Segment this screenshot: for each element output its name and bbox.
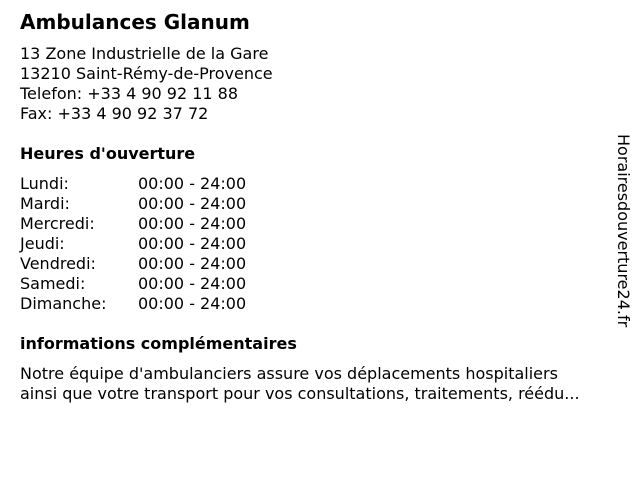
site-watermark: Horairesdouverture24.fr (614, 134, 633, 328)
day-label: Mercredi: (20, 214, 95, 233)
time-range: 00:00 - 24:00 (138, 234, 247, 253)
hours-row-saturday (20, 274, 246, 294)
hours-row-wednesday (20, 214, 246, 234)
time-range: 00:00 - 24:00 (138, 254, 247, 273)
info-line-1: Notre équipe d'ambulanciers assure vos déplacements hospitaliers (20, 364, 558, 383)
hours-row-sunday (20, 294, 246, 314)
hours-row-friday (20, 254, 246, 274)
additional-info-text (20, 364, 580, 404)
hours-row-thursday (20, 234, 246, 254)
day-label: Lundi: (20, 174, 69, 193)
time-range: 00:00 - 24:00 (138, 174, 247, 193)
hours-row-monday (20, 174, 246, 194)
business-name: Ambulances Glanum (20, 10, 250, 34)
info-line-2: ainsi que votre transport pour vos consultations, traitements, réédu... (20, 384, 580, 403)
time-range: 00:00 - 24:00 (138, 214, 247, 233)
day-label: Jeudi: (20, 234, 65, 253)
time-range: 00:00 - 24:00 (138, 294, 247, 313)
address-block (20, 44, 273, 124)
fax-number: Fax: +33 4 90 92 37 72 (20, 104, 209, 123)
opening-hours-table (20, 174, 246, 314)
address-street: 13 Zone Industrielle de la Gare (20, 44, 269, 63)
hours-row-tuesday (20, 194, 246, 214)
day-label: Samedi: (20, 274, 86, 293)
phone-number: Telefon: +33 4 90 92 11 88 (20, 84, 239, 103)
additional-info-heading: informations complémentaires (20, 334, 297, 353)
day-label: Mardi: (20, 194, 70, 213)
opening-hours-heading: Heures d'ouverture (20, 144, 196, 163)
day-label: Dimanche: (20, 294, 107, 313)
address-city: 13210 Saint-Rémy-de-Provence (20, 64, 273, 83)
time-range: 00:00 - 24:00 (138, 194, 247, 213)
day-label: Vendredi: (20, 254, 96, 273)
time-range: 00:00 - 24:00 (138, 274, 247, 293)
